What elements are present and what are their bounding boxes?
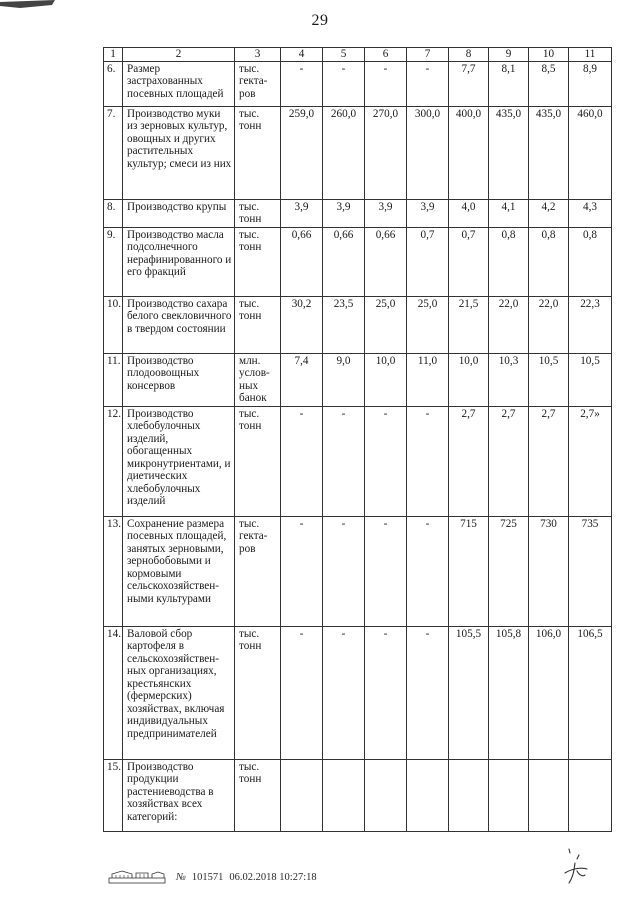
value-cell: 0,66 (365, 227, 407, 296)
header-cell: 1 (104, 48, 123, 62)
value-cell: 260,0 (323, 106, 365, 199)
table-row (104, 626, 612, 759)
value-cell: 2,7 (449, 406, 489, 516)
indicator-name: Производство плодоовощных консервов (123, 353, 235, 406)
value-cell: 22,0 (489, 296, 529, 353)
value-cell (449, 759, 489, 831)
value-cell: - (365, 626, 407, 759)
value-cell (569, 759, 612, 831)
unit-of-measure: тыс. гекта-ров (235, 61, 281, 106)
unit-of-measure: тыс. тонн (235, 296, 281, 353)
value-cell: 21,5 (449, 296, 489, 353)
value-cell: 23,5 (323, 296, 365, 353)
row-number: 14. (104, 626, 123, 759)
value-cell: 0,8 (489, 227, 529, 296)
value-cell: 7,7 (449, 61, 489, 106)
document-number: 101571 (191, 871, 224, 883)
value-cell: - (323, 626, 365, 759)
value-cell: 2,7» (569, 406, 612, 516)
value-cell: 0,8 (569, 227, 612, 296)
value-cell: 4,3 (569, 199, 612, 227)
value-cell: - (365, 61, 407, 106)
footer (108, 868, 317, 886)
value-cell: 11,0 (407, 353, 449, 406)
value-cell: 25,0 (365, 296, 407, 353)
header-cell: 7 (407, 48, 449, 62)
value-cell: 400,0 (449, 106, 489, 199)
header-cell: 3 (235, 48, 281, 62)
value-cell: - (281, 406, 323, 516)
header-cell: 9 (489, 48, 529, 62)
value-cell: 735 (569, 516, 612, 626)
value-cell: 3,9 (323, 199, 365, 227)
indicator-name: Размер застрахованных посевных площадей (123, 61, 235, 106)
table-row (104, 759, 612, 831)
value-cell: - (407, 61, 449, 106)
value-cell (323, 759, 365, 831)
value-cell: 4,2 (529, 199, 569, 227)
header-cell: 10 (529, 48, 569, 62)
table-row (104, 199, 612, 227)
header-cell: 4 (281, 48, 323, 62)
row-number: 8. (104, 199, 123, 227)
value-cell: 0,66 (323, 227, 365, 296)
indicator-name: Валовой сбор картофеля в сельскохозяйствен-ных организациях, крестьянских (фермерских) хозяйствах, включая индивидуальных предпринимателей (123, 626, 235, 759)
value-cell: 270,0 (365, 106, 407, 199)
value-cell: - (407, 626, 449, 759)
row-number: 13. (104, 516, 123, 626)
header-cell: 6 (365, 48, 407, 62)
ministry-building-stamp (108, 870, 166, 884)
row-number: 9. (104, 227, 123, 296)
unit-of-measure: млн. услов-ных банок (235, 353, 281, 406)
value-cell: 7,4 (281, 353, 323, 406)
table-row (104, 353, 612, 406)
value-cell: 730 (529, 516, 569, 626)
value-cell: 725 (489, 516, 529, 626)
value-cell: - (323, 406, 365, 516)
row-number: 7. (104, 106, 123, 199)
value-cell: 10,0 (365, 353, 407, 406)
unit-of-measure: тыс. гекта-ров (235, 516, 281, 626)
value-cell: 8,1 (489, 61, 529, 106)
value-cell: 10,5 (529, 353, 569, 406)
row-number: 12. (104, 406, 123, 516)
value-cell: 106,0 (529, 626, 569, 759)
row-number: 10. (104, 296, 123, 353)
value-cell: 715 (449, 516, 489, 626)
value-cell: 4,0 (449, 199, 489, 227)
value-cell (365, 759, 407, 831)
value-cell: - (365, 516, 407, 626)
value-cell: 105,5 (449, 626, 489, 759)
table-row (104, 106, 612, 199)
value-cell: 106,5 (569, 626, 612, 759)
unit-of-measure: тыс. тонн (235, 406, 281, 516)
page-number: 29 (311, 12, 329, 29)
row-number: 6. (104, 61, 123, 106)
indicators-table (103, 47, 612, 832)
table-row (104, 296, 612, 353)
value-cell: 105,8 (489, 626, 529, 759)
header-cell: 5 (323, 48, 365, 62)
value-cell: 2,7 (489, 406, 529, 516)
value-cell: 3,9 (365, 199, 407, 227)
header-cell: 11 (569, 48, 612, 62)
value-cell: 0,7 (407, 227, 449, 296)
unit-of-measure: тыс. тонн (235, 227, 281, 296)
value-cell: 435,0 (489, 106, 529, 199)
value-cell: 22,0 (529, 296, 569, 353)
unit-of-measure: тыс. тонн (235, 106, 281, 199)
value-cell: 259,0 (281, 106, 323, 199)
value-cell: 8,5 (529, 61, 569, 106)
value-cell: 10,3 (489, 353, 529, 406)
value-cell: 460,0 (569, 106, 612, 199)
value-cell: 3,9 (407, 199, 449, 227)
value-cell: 10,0 (449, 353, 489, 406)
value-cell: 4,1 (489, 199, 529, 227)
table-row (104, 516, 612, 626)
value-cell: - (407, 516, 449, 626)
unit-of-measure: тыс. тонн (235, 626, 281, 759)
indicator-name: Производство крупы (123, 199, 235, 227)
value-cell: - (323, 516, 365, 626)
unit-of-measure: тыс. тонн (235, 759, 281, 831)
document-datetime: 06.02.2018 10:27:18 (229, 871, 317, 883)
table-header-row (104, 48, 612, 62)
value-cell: 0,7 (449, 227, 489, 296)
indicator-name: Производство продукции растениеводства в хозяйствах всех категорий: (123, 759, 235, 831)
value-cell: 8,9 (569, 61, 612, 106)
number-sign: № (176, 871, 186, 883)
table-body (104, 48, 612, 832)
indicator-name: Производство хлебобулочных изделий, обогащенных микронутриентами, и диетических хлебобулочных изделий (123, 406, 235, 516)
value-cell: 435,0 (529, 106, 569, 199)
value-cell: 0,66 (281, 227, 323, 296)
row-number: 15. (104, 759, 123, 831)
value-cell (407, 759, 449, 831)
table-row (104, 61, 612, 106)
indicator-name: Производство сахара белого свекловичного в твердом состоянии (123, 296, 235, 353)
value-cell: - (323, 61, 365, 106)
value-cell: 30,2 (281, 296, 323, 353)
value-cell: - (365, 406, 407, 516)
value-cell: 10,5 (569, 353, 612, 406)
value-cell: 2,7 (529, 406, 569, 516)
table-row (104, 406, 612, 516)
value-cell: - (281, 61, 323, 106)
value-cell: 300,0 (407, 106, 449, 199)
value-cell: 9,0 (323, 353, 365, 406)
value-cell: 3,9 (281, 199, 323, 227)
value-cell: 25,0 (407, 296, 449, 353)
indicator-name: Сохранение размера посевных площадей, занятых зерновыми, зернобобовыми и кормовыми сельскохозяйствен-ными культурами (123, 516, 235, 626)
value-cell: 0,8 (529, 227, 569, 296)
header-cell: 2 (123, 48, 235, 62)
handwritten-signature (555, 845, 595, 887)
row-number: 11. (104, 353, 123, 406)
value-cell (281, 759, 323, 831)
indicator-name: Производство муки из зерновых культур, овощных и других растительных культур; смеси из них (123, 106, 235, 199)
value-cell (529, 759, 569, 831)
value-cell: - (407, 406, 449, 516)
table-row (104, 227, 612, 296)
value-cell: 22,3 (569, 296, 612, 353)
unit-of-measure: тыс. тонн (235, 199, 281, 227)
header-cell: 8 (449, 48, 489, 62)
value-cell: - (281, 516, 323, 626)
value-cell (489, 759, 529, 831)
indicator-name: Производство масла подсолнечного нерафинированного и его фракций (123, 227, 235, 296)
value-cell: - (281, 626, 323, 759)
